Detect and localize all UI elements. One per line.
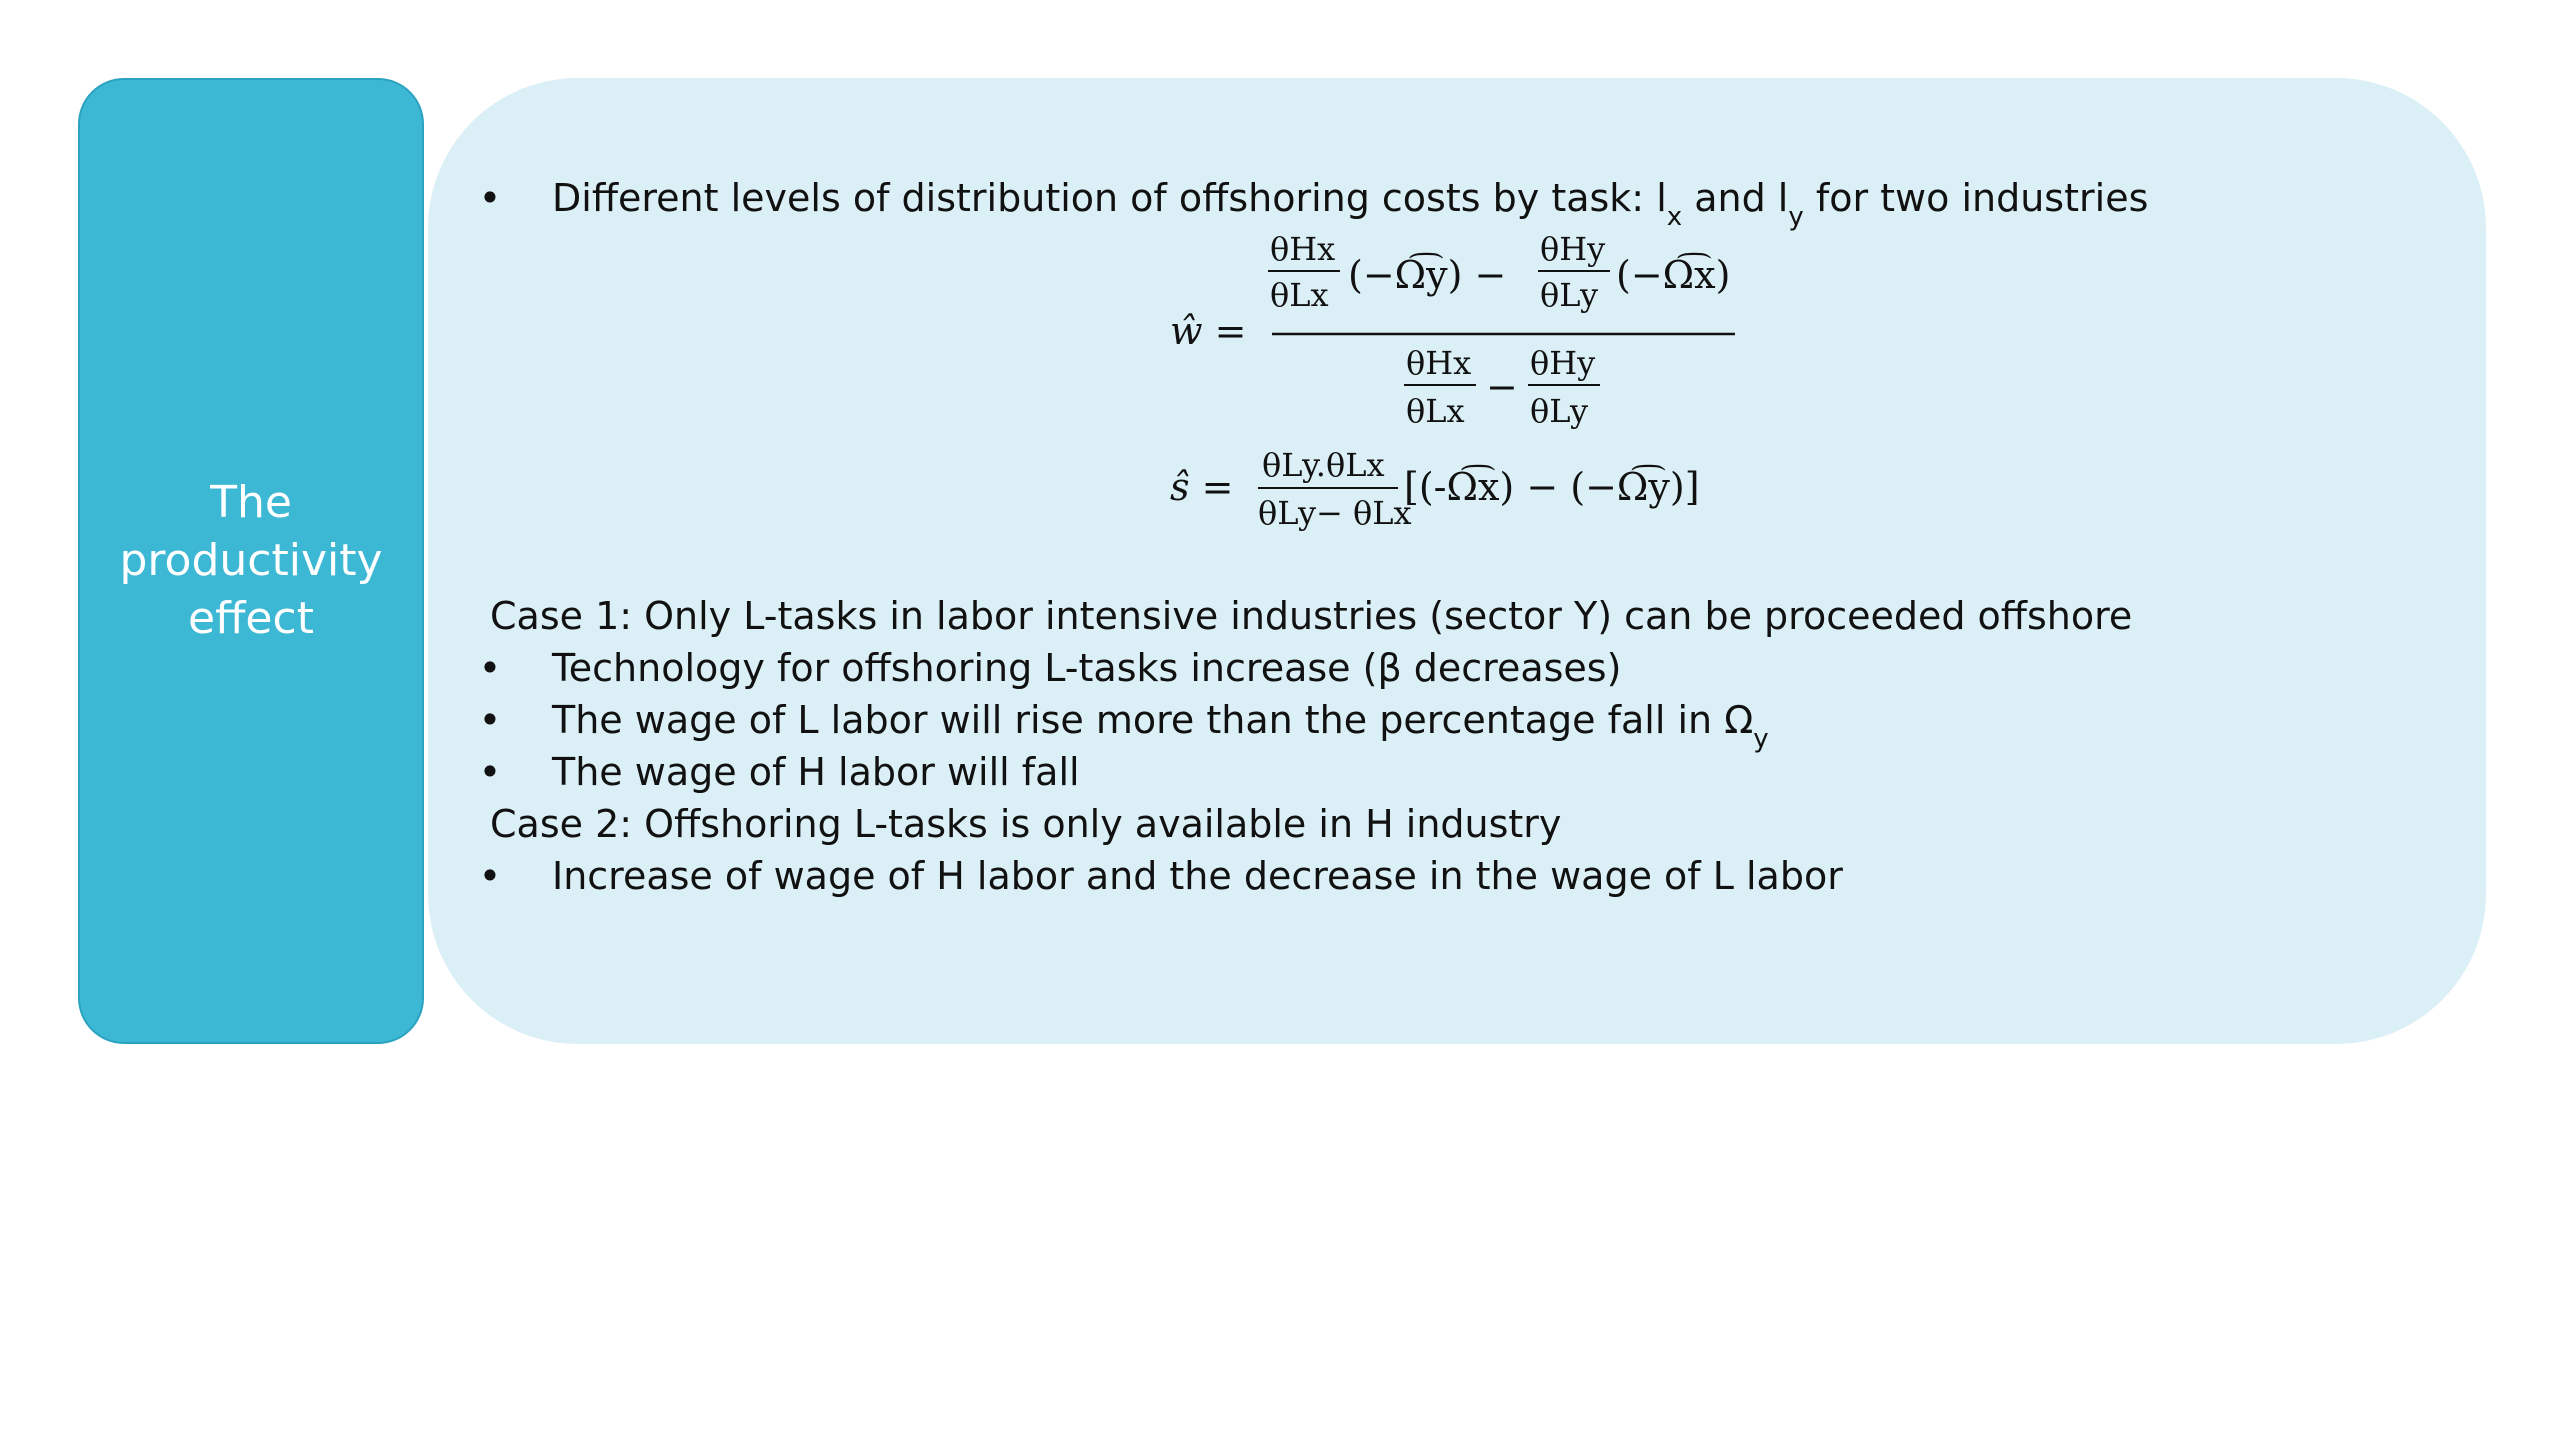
case2-bullet1-text: Increase of wage of H labor and the decrease in the wage of L labor: [552, 854, 1843, 898]
eq1-den-a-bot: θLx: [1406, 392, 1465, 430]
eq1-num-a-top: θHx: [1270, 230, 1336, 268]
intro-sub-x: x: [1666, 202, 1683, 232]
eq1-lhs: ŵ =: [1170, 309, 1247, 353]
case1-bullet2-text: The wage of L labor will rise more than the percentage fall in Ω: [552, 698, 1754, 742]
intro-sub-y: y: [1788, 202, 1804, 232]
eq1-num-term2: (−Ω͡x): [1616, 253, 1731, 297]
side-title-box: [78, 78, 424, 1044]
case1-bullet2-line: [478, 698, 1769, 754]
equation-wage-change: [1160, 222, 1920, 442]
intro-mid: and l: [1682, 176, 1789, 220]
eq1-den-a-top: θHx: [1406, 344, 1472, 382]
eq2-lhs: ŝ =: [1170, 465, 1234, 509]
bullet-icon: •: [478, 698, 502, 742]
eq2-frac-bot: θLy− θLx: [1258, 494, 1412, 532]
eq1-den-minus: −: [1486, 365, 1518, 409]
intro-line: [478, 176, 2149, 232]
case1-heading: Case 1: Only L-tasks in labor intensive industries (sector Y) can be proceeded offshore: [490, 594, 2133, 638]
eq1-num-a-bot: θLx: [1270, 276, 1329, 314]
case1-bullet3-line: [478, 750, 1080, 794]
bullet-icon: •: [478, 176, 502, 220]
eq1-num-b-bot: θLy: [1540, 276, 1599, 314]
bullet-icon: •: [478, 854, 502, 898]
side-title: The productivity effect: [119, 477, 383, 644]
intro-text-after: for two industries: [1803, 176, 2149, 220]
case1-bullet2-sub: y: [1753, 724, 1769, 754]
eq2-rhs: [(-Ω͡x) − (−Ω͡y)]: [1404, 465, 1700, 509]
eq1-num-b-top: θHy: [1540, 230, 1606, 268]
case1-bullet1-text: Technology for offshoring L-tasks increase (β decreases): [552, 646, 1622, 690]
intro-text-before: Different levels of distribution of offshoring costs by task: l: [552, 176, 1667, 220]
bullet-icon: •: [478, 750, 502, 794]
bullet-icon: •: [478, 646, 502, 690]
eq1-num-term1: (−Ω͡y) −: [1348, 253, 1507, 297]
case2-heading: Case 2: Offshoring L-tasks is only available in H industry: [490, 802, 1562, 846]
case2-bullet1-line: [478, 854, 1843, 898]
eq2-frac-top: θLy.θLx: [1262, 446, 1385, 484]
case1-bullet1-line: [478, 646, 1622, 690]
eq1-den-b-top: θHy: [1530, 344, 1596, 382]
equation-rental-change: [1160, 440, 1920, 540]
case1-bullet3-text: The wage of H labor will fall: [552, 750, 1080, 794]
eq1-den-b-bot: θLy: [1530, 392, 1589, 430]
